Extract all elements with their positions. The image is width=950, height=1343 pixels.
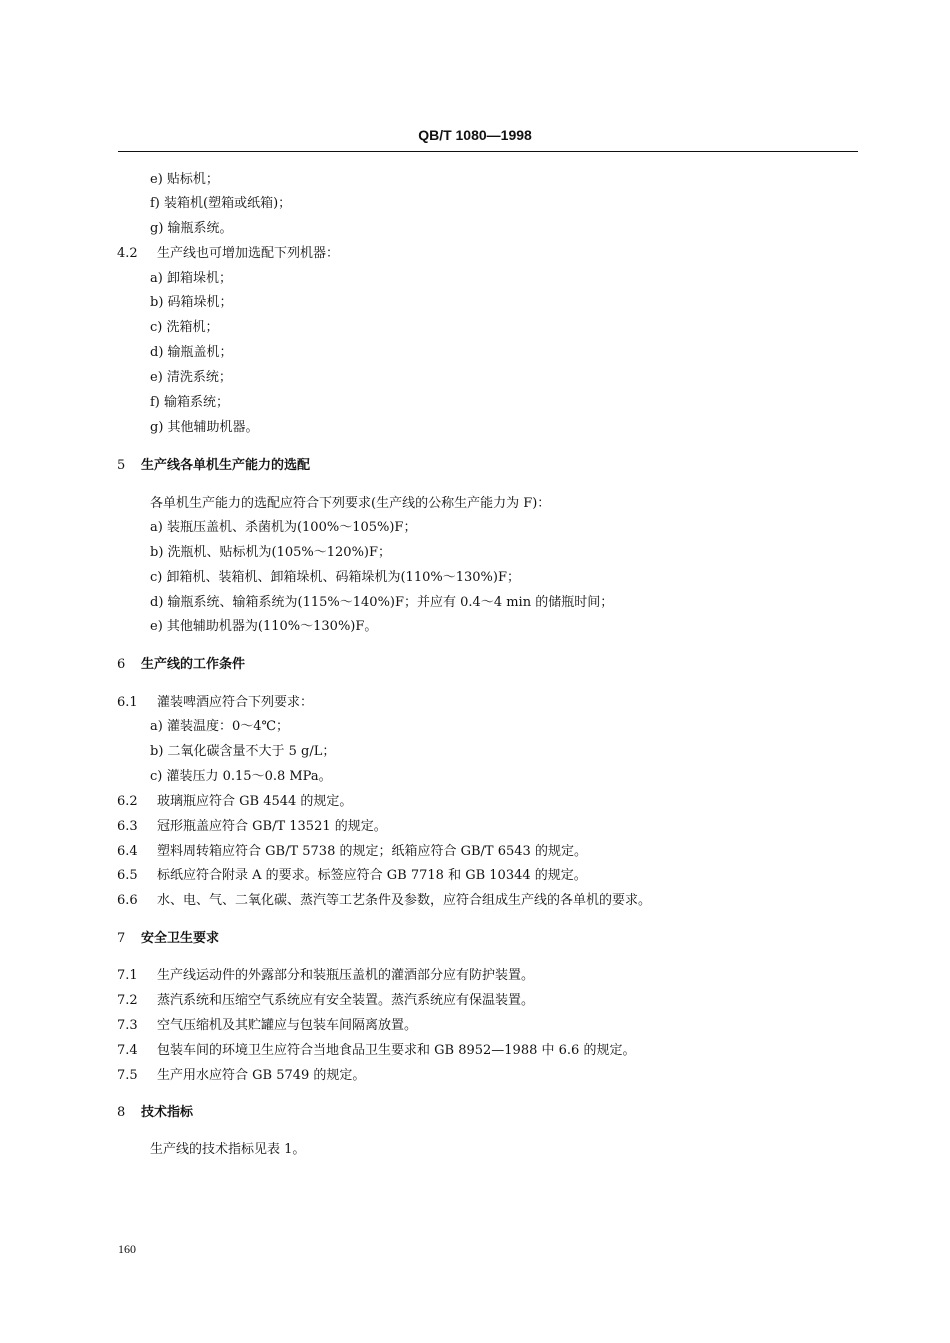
page-number: 160	[118, 1242, 136, 1256]
header-rule	[118, 151, 858, 152]
clause-number: 6.1	[117, 695, 138, 710]
list-item: c) 灌装压力 0.15～0.8 MPa。	[150, 769, 332, 784]
clause-7-3	[117, 1017, 417, 1035]
section-title: 安全卫生要求	[141, 931, 220, 946]
list-item: b) 洗瓶机、贴标机为(105%～120%)F；	[150, 545, 392, 560]
clause-7-1	[117, 967, 534, 985]
list-item: e) 清洗系统；	[150, 370, 232, 385]
clause-text: 塑料周转箱应符合 GB/T 5738 的规定；纸箱应符合 GB/T 6543 的规定。	[157, 844, 587, 859]
list-item: d) 输瓶系统、输箱系统为(115%～140%)F；并应有 0.4～4 min 的储瓶时间；	[150, 595, 614, 610]
section-number: 6	[117, 657, 126, 672]
clause-text: 标纸应符合附录 A 的要求。标签应符合 GB 7718 和 GB 10344 的规定。	[157, 868, 587, 883]
paragraph: 生产线的技术指标见表 1。	[150, 1142, 306, 1157]
clause-number: 7.3	[117, 1018, 138, 1033]
section-8-heading	[117, 1104, 193, 1122]
clause-number: 7.1	[117, 968, 138, 983]
clause-number: 6.6	[117, 893, 138, 908]
list-item: g) 输瓶系统。	[150, 221, 233, 236]
section-number: 8	[117, 1105, 126, 1120]
clause-number: 7.2	[117, 993, 138, 1008]
section-7-heading	[117, 930, 219, 948]
list-item: g) 其他辅助机器。	[150, 420, 259, 435]
list-item: c) 卸箱机、装箱机、卸箱垛机、码箱垛机为(110%～130%)F；	[150, 570, 520, 585]
clause-6-2	[117, 793, 352, 811]
clause-4-2	[117, 245, 339, 263]
clause-text: 生产线运动件的外露部分和装瓶压盖机的灌酒部分应有防护装置。	[157, 968, 535, 983]
section-5-heading	[117, 457, 310, 475]
list-item: a) 灌装温度：0～4℃；	[150, 719, 290, 734]
clause-6-4	[117, 843, 587, 861]
section-number: 5	[117, 458, 126, 473]
clause-7-4	[117, 1042, 635, 1060]
clause-text: 玻璃瓶应符合 GB 4544 的规定。	[157, 794, 353, 809]
clause-text: 包装车间的环境卫生应符合当地食品卫生要求和 GB 8952—1988 中 6.6 的规定。	[157, 1043, 636, 1058]
page-header: QB/T 1080—1998	[418, 127, 532, 143]
clause-number: 6.4	[117, 844, 138, 859]
list-item: d) 输瓶盖机；	[150, 345, 233, 360]
clause-text: 生产线也可增加选配下列机器：	[157, 246, 340, 261]
section-number: 7	[117, 931, 126, 946]
list-item: b) 二氧化碳含量不大于 5 g/L；	[150, 744, 336, 759]
clause-text: 空气压缩机及其贮罐应与包装车间隔离放置。	[157, 1018, 418, 1033]
clause-6-1	[117, 694, 313, 712]
clause-6-6	[117, 892, 651, 910]
section-title: 生产线的工作条件	[141, 657, 246, 672]
section-6-heading	[117, 656, 245, 674]
clause-7-5	[117, 1067, 365, 1085]
clause-6-5	[117, 867, 587, 885]
paragraph: 各单机生产能力的选配应符合下列要求(生产线的公称生产能力为 F)：	[150, 496, 551, 511]
list-item: f) 装箱机(塑箱或纸箱)；	[150, 196, 292, 211]
clause-text: 冠形瓶盖应符合 GB/T 13521 的规定。	[157, 819, 387, 834]
list-item: f) 输箱系统；	[150, 395, 230, 410]
clause-number: 6.2	[117, 794, 138, 809]
list-item: c) 洗箱机；	[150, 320, 219, 335]
clause-6-3	[117, 818, 387, 836]
clause-7-2	[117, 992, 534, 1010]
clause-number: 6.5	[117, 868, 138, 883]
clause-number: 6.3	[117, 819, 138, 834]
list-item: a) 装瓶压盖机、杀菌机为(100%～105%)F；	[150, 520, 417, 535]
section-title: 技术指标	[141, 1105, 194, 1120]
clause-number: 7.4	[117, 1043, 138, 1058]
clause-text: 生产用水应符合 GB 5749 的规定。	[157, 1068, 366, 1083]
clause-text: 蒸汽系统和压缩空气系统应有安全装置。蒸汽系统应有保温装置。	[157, 993, 535, 1008]
clause-text: 灌装啤酒应符合下列要求：	[157, 695, 314, 710]
list-item: e) 贴标机；	[150, 172, 219, 187]
list-item: e) 其他辅助机器为(110%～130%)F。	[150, 619, 378, 634]
list-item: b) 码箱垛机；	[150, 295, 233, 310]
clause-number: 4.2	[117, 246, 138, 261]
list-item: a) 卸箱垛机；	[150, 271, 232, 286]
section-title: 生产线各单机生产能力的选配	[141, 458, 311, 473]
clause-text: 水、电、气、二氧化碳、蒸汽等工艺条件及参数，应符合组成生产线的各单机的要求。	[157, 893, 652, 908]
clause-number: 7.5	[117, 1068, 138, 1083]
